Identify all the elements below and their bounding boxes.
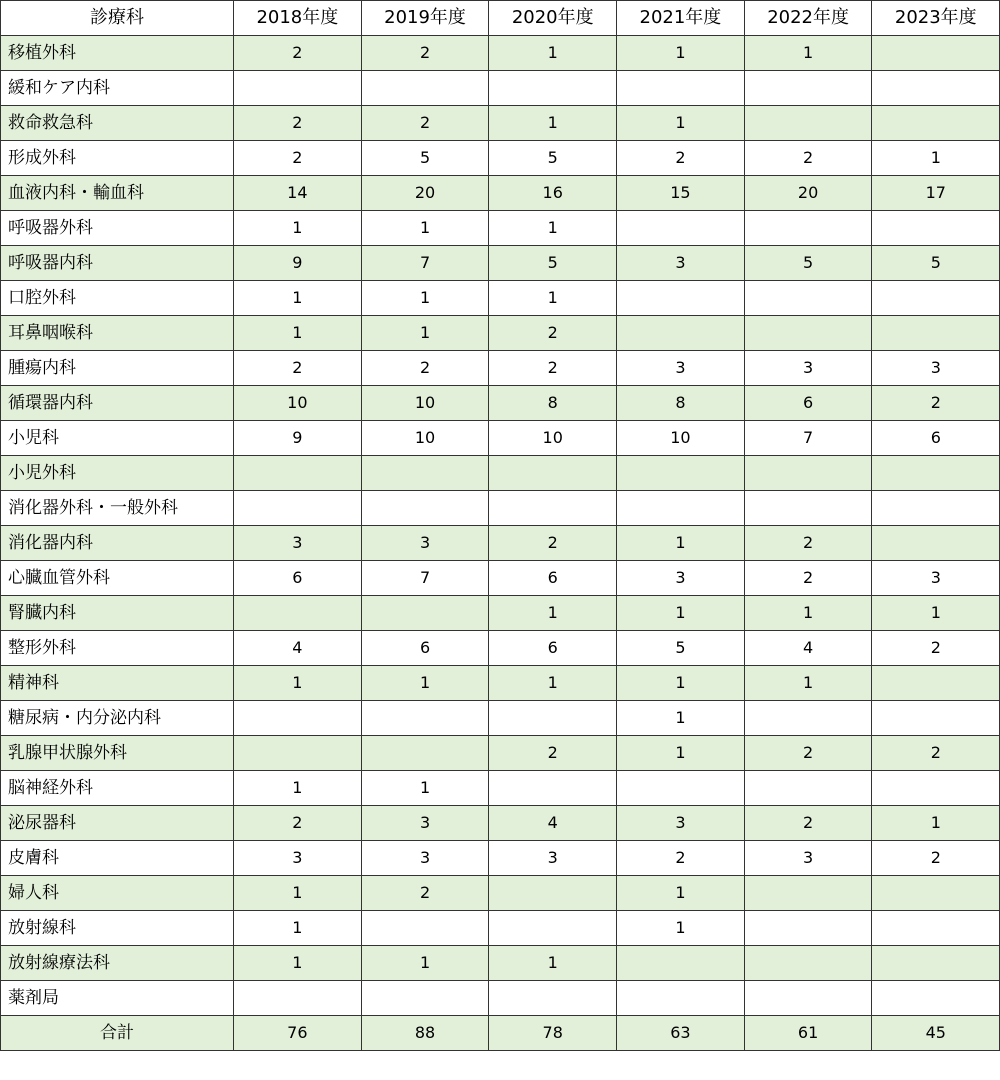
count-cell: 10 [489, 421, 617, 456]
count-cell [872, 281, 1000, 316]
count-cell [617, 946, 745, 981]
count-cell [744, 456, 872, 491]
count-cell: 7 [361, 561, 489, 596]
count-cell: 15 [617, 176, 745, 211]
count-cell: 1 [361, 771, 489, 806]
count-cell: 6 [489, 631, 617, 666]
count-cell [361, 71, 489, 106]
table-row [1, 211, 1000, 246]
count-cell [744, 316, 872, 351]
count-cell: 1 [489, 946, 617, 981]
count-cell [872, 666, 1000, 701]
count-cell [744, 71, 872, 106]
header-fy2018: 2018年度 [234, 1, 362, 36]
table-row [1, 71, 1000, 106]
table-body [1, 36, 1000, 1016]
count-cell [617, 456, 745, 491]
count-cell: 2 [234, 806, 362, 841]
count-cell [872, 981, 1000, 1016]
count-cell [744, 981, 872, 1016]
department-name: 消化器内科 [1, 526, 234, 561]
department-name: 放射線科 [1, 911, 234, 946]
table-row [1, 386, 1000, 421]
department-name: 泌尿器科 [1, 806, 234, 841]
count-cell: 2 [361, 876, 489, 911]
department-name: 救命救急科 [1, 106, 234, 141]
count-cell [872, 106, 1000, 141]
count-cell: 2 [234, 36, 362, 71]
count-cell: 3 [617, 561, 745, 596]
count-cell: 1 [361, 946, 489, 981]
department-name: 乳腺甲状腺外科 [1, 736, 234, 771]
count-cell: 2 [872, 736, 1000, 771]
table-row [1, 911, 1000, 946]
count-cell [234, 456, 362, 491]
count-cell [744, 701, 872, 736]
department-name: 消化器外科・一般外科 [1, 491, 234, 526]
header-fy2019: 2019年度 [361, 1, 489, 36]
total-label: 合計 [1, 1016, 234, 1051]
count-cell [744, 876, 872, 911]
count-cell: 6 [872, 421, 1000, 456]
table-row [1, 491, 1000, 526]
count-cell: 5 [617, 631, 745, 666]
count-cell: 1 [489, 106, 617, 141]
count-cell: 2 [489, 736, 617, 771]
table-row [1, 631, 1000, 666]
count-cell: 1 [234, 876, 362, 911]
count-cell [489, 71, 617, 106]
count-cell [489, 701, 617, 736]
count-cell: 5 [489, 246, 617, 281]
department-name: 呼吸器内科 [1, 246, 234, 281]
table-row [1, 736, 1000, 771]
count-cell [234, 491, 362, 526]
count-cell [361, 491, 489, 526]
count-cell [617, 491, 745, 526]
count-cell: 2 [617, 141, 745, 176]
count-cell: 1 [872, 596, 1000, 631]
count-cell: 1 [361, 281, 489, 316]
count-cell: 8 [489, 386, 617, 421]
count-cell [872, 946, 1000, 981]
count-cell [744, 771, 872, 806]
total-cell: 45 [872, 1016, 1000, 1051]
count-cell: 3 [617, 351, 745, 386]
header-fy2022: 2022年度 [744, 1, 872, 36]
department-name: 皮膚科 [1, 841, 234, 876]
department-name: 口腔外科 [1, 281, 234, 316]
count-cell: 7 [744, 421, 872, 456]
count-cell: 2 [489, 526, 617, 561]
count-cell: 1 [617, 666, 745, 701]
count-cell: 2 [872, 841, 1000, 876]
count-cell: 2 [489, 316, 617, 351]
total-cell: 61 [744, 1016, 872, 1051]
count-cell: 2 [744, 561, 872, 596]
table-row [1, 106, 1000, 141]
count-cell [744, 211, 872, 246]
count-cell: 20 [361, 176, 489, 211]
count-cell [872, 526, 1000, 561]
table-row [1, 526, 1000, 561]
count-cell [617, 316, 745, 351]
header-fy2023: 2023年度 [872, 1, 1000, 36]
table-row [1, 316, 1000, 351]
total-cell: 78 [489, 1016, 617, 1051]
count-cell [872, 36, 1000, 71]
count-cell: 2 [744, 806, 872, 841]
count-cell [617, 981, 745, 1016]
count-cell: 4 [489, 806, 617, 841]
count-cell: 1 [617, 596, 745, 631]
count-cell: 10 [361, 386, 489, 421]
count-cell: 1 [617, 526, 745, 561]
count-cell: 2 [744, 736, 872, 771]
count-cell: 1 [361, 211, 489, 246]
table-row [1, 841, 1000, 876]
count-cell: 3 [617, 246, 745, 281]
count-cell: 5 [872, 246, 1000, 281]
header-department: 診療科 [1, 1, 234, 36]
total-cell: 76 [234, 1016, 362, 1051]
department-name: 脳神経外科 [1, 771, 234, 806]
count-cell: 1 [234, 946, 362, 981]
count-cell: 1 [744, 666, 872, 701]
department-name: 血液内科・輸血科 [1, 176, 234, 211]
count-cell [617, 771, 745, 806]
count-cell [361, 596, 489, 631]
count-cell: 3 [744, 351, 872, 386]
count-cell: 1 [234, 911, 362, 946]
count-cell: 2 [744, 526, 872, 561]
count-cell [617, 211, 745, 246]
count-cell [617, 71, 745, 106]
count-cell [489, 981, 617, 1016]
count-cell [872, 911, 1000, 946]
count-cell: 1 [234, 211, 362, 246]
count-cell [361, 456, 489, 491]
count-cell: 2 [872, 631, 1000, 666]
total-row [1, 1016, 1000, 1051]
count-cell: 4 [234, 631, 362, 666]
department-name: 腫瘍内科 [1, 351, 234, 386]
department-name: 放射線療法科 [1, 946, 234, 981]
table-row [1, 806, 1000, 841]
count-cell: 10 [361, 421, 489, 456]
count-cell: 1 [872, 141, 1000, 176]
count-cell: 2 [361, 106, 489, 141]
count-cell [872, 71, 1000, 106]
count-cell: 5 [744, 246, 872, 281]
count-cell: 1 [234, 771, 362, 806]
count-cell [234, 701, 362, 736]
department-name: 緩和ケア内科 [1, 71, 234, 106]
count-cell: 2 [234, 106, 362, 141]
table-row [1, 351, 1000, 386]
count-cell [872, 211, 1000, 246]
table-row [1, 421, 1000, 456]
count-cell: 3 [872, 561, 1000, 596]
department-name: 循環器内科 [1, 386, 234, 421]
count-cell [872, 456, 1000, 491]
count-cell: 3 [489, 841, 617, 876]
count-cell [489, 456, 617, 491]
table-row [1, 36, 1000, 71]
count-cell: 1 [234, 316, 362, 351]
count-cell: 2 [872, 386, 1000, 421]
department-name: 婦人科 [1, 876, 234, 911]
count-cell: 17 [872, 176, 1000, 211]
table-row [1, 246, 1000, 281]
count-cell: 10 [617, 421, 745, 456]
count-cell [234, 736, 362, 771]
count-cell: 1 [617, 876, 745, 911]
count-cell: 2 [234, 141, 362, 176]
count-cell [744, 911, 872, 946]
department-name: 糖尿病・内分泌内科 [1, 701, 234, 736]
count-cell: 1 [489, 596, 617, 631]
count-cell: 3 [872, 351, 1000, 386]
count-cell: 16 [489, 176, 617, 211]
department-name: 小児科 [1, 421, 234, 456]
count-cell: 1 [234, 281, 362, 316]
count-cell [489, 771, 617, 806]
count-cell [361, 981, 489, 1016]
count-cell: 1 [361, 666, 489, 701]
total-cell: 63 [617, 1016, 745, 1051]
count-cell: 1 [617, 701, 745, 736]
count-cell [361, 911, 489, 946]
header-fy2020: 2020年度 [489, 1, 617, 36]
department-name: 呼吸器外科 [1, 211, 234, 246]
count-cell: 4 [744, 631, 872, 666]
count-cell: 1 [744, 596, 872, 631]
count-cell: 1 [489, 666, 617, 701]
department-name: 精神科 [1, 666, 234, 701]
count-cell [872, 491, 1000, 526]
count-cell: 5 [361, 141, 489, 176]
total-cell: 88 [361, 1016, 489, 1051]
count-cell: 3 [234, 526, 362, 561]
table-row [1, 666, 1000, 701]
header-fy2021: 2021年度 [617, 1, 745, 36]
count-cell: 3 [234, 841, 362, 876]
count-cell: 2 [361, 351, 489, 386]
count-cell: 1 [489, 211, 617, 246]
count-cell: 2 [234, 351, 362, 386]
count-cell: 1 [489, 36, 617, 71]
table-row [1, 141, 1000, 176]
table-row [1, 561, 1000, 596]
table-row [1, 981, 1000, 1016]
count-cell [744, 491, 872, 526]
table-row [1, 281, 1000, 316]
table-row [1, 176, 1000, 211]
count-cell [872, 316, 1000, 351]
count-cell: 3 [617, 806, 745, 841]
department-name: 薬剤局 [1, 981, 234, 1016]
department-name: 移植外科 [1, 36, 234, 71]
count-cell: 3 [361, 841, 489, 876]
department-name: 形成外科 [1, 141, 234, 176]
department-name: 耳鼻咽喉科 [1, 316, 234, 351]
table-row [1, 946, 1000, 981]
count-cell: 9 [234, 421, 362, 456]
count-cell: 1 [361, 316, 489, 351]
count-cell: 1 [617, 911, 745, 946]
count-cell [234, 596, 362, 631]
count-cell: 2 [361, 36, 489, 71]
count-cell: 8 [617, 386, 745, 421]
count-cell: 3 [361, 806, 489, 841]
count-cell [489, 911, 617, 946]
table-row [1, 596, 1000, 631]
count-cell [744, 281, 872, 316]
department-name: 心臓血管外科 [1, 561, 234, 596]
count-cell [361, 701, 489, 736]
count-cell [872, 701, 1000, 736]
count-cell: 1 [617, 36, 745, 71]
header-row [1, 1, 1000, 36]
count-cell: 20 [744, 176, 872, 211]
count-cell [744, 106, 872, 141]
count-cell [872, 771, 1000, 806]
count-cell: 1 [489, 281, 617, 316]
count-cell [617, 281, 745, 316]
count-cell: 2 [489, 351, 617, 386]
count-cell [744, 946, 872, 981]
count-cell: 3 [361, 526, 489, 561]
count-cell [234, 71, 362, 106]
count-cell: 1 [744, 36, 872, 71]
count-cell [489, 876, 617, 911]
count-cell: 7 [361, 246, 489, 281]
count-cell: 9 [234, 246, 362, 281]
count-cell: 6 [361, 631, 489, 666]
table-row [1, 876, 1000, 911]
count-cell: 6 [234, 561, 362, 596]
count-cell: 2 [744, 141, 872, 176]
count-cell [234, 981, 362, 1016]
count-cell: 1 [617, 106, 745, 141]
count-cell: 1 [872, 806, 1000, 841]
department-name: 腎臓内科 [1, 596, 234, 631]
count-cell [872, 876, 1000, 911]
table-row [1, 701, 1000, 736]
count-cell: 6 [744, 386, 872, 421]
count-cell: 14 [234, 176, 362, 211]
count-cell [361, 736, 489, 771]
table-row [1, 456, 1000, 491]
department-name: 整形外科 [1, 631, 234, 666]
count-cell [489, 491, 617, 526]
table-row [1, 771, 1000, 806]
count-cell: 2 [617, 841, 745, 876]
count-cell: 6 [489, 561, 617, 596]
count-cell: 1 [617, 736, 745, 771]
count-cell: 5 [489, 141, 617, 176]
department-name: 小児外科 [1, 456, 234, 491]
count-cell: 1 [234, 666, 362, 701]
count-cell: 3 [744, 841, 872, 876]
count-cell: 10 [234, 386, 362, 421]
